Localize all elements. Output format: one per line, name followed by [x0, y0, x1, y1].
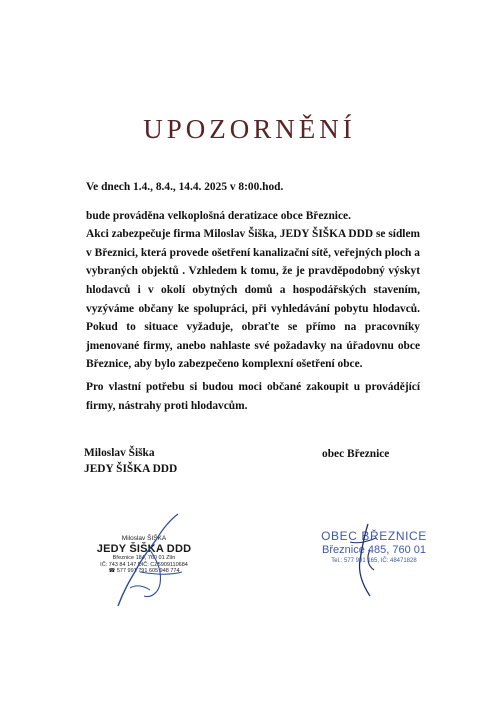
signature-left — [84, 445, 177, 477]
stamp-ids: IČ: 743 84 147 DIČ: CZ5909110684 — [100, 561, 188, 568]
body-line: v Březnici, která provede ošetření kanalizační sítě, veřejných ploch a — [86, 246, 420, 259]
stamp-address: Březnice 184, 760 01 Zlín — [112, 555, 176, 561]
body-line: Pro vlastní potřebu si budou moci občané zakoupit u provádějící — [86, 380, 420, 393]
stamp-phone: ☎ 577 991 791 605 948 774 — [108, 568, 180, 574]
body-line: Březnice, aby bylo zabezpečeno komplexní ošetření obce. — [86, 358, 363, 371]
stamp-name: OBEC BŘEZNICE — [321, 529, 427, 543]
body-line: hlodavců i v okolí obytných domů a hospodářských stavením, — [86, 283, 420, 296]
body-line: Akci zabezpečuje firma Miloslav Šiška, JEDY ŠIŠKA DDD se sídlem — [86, 228, 420, 241]
notice-body — [86, 178, 420, 415]
body-line: bude prováděna velkoplošná deratizace obce Březnice. — [86, 209, 351, 222]
municipal-stamp — [310, 529, 438, 564]
body-line: firmy, nástrahy proti hlodavcům. — [86, 399, 248, 412]
stamp-company: JEDY ŠIŠKA DDD — [96, 543, 192, 555]
body-line: Pokud to situace vyžaduje, obraťte se přímo na pracovníky — [86, 321, 420, 334]
stamp-address: Březnice 485, 760 01 — [322, 544, 426, 556]
signatory-company: JEDY ŠIŠKA DDD — [84, 463, 178, 475]
stamp-contact: Tel.: 577 991 165, IČ: 48471828 — [331, 558, 417, 564]
body-line: vyzýváme občany ke spolupráci, při vyhledávání pobytu hlodavců. — [86, 302, 420, 315]
stamp-name: Miloslav ŠIŠKA — [121, 535, 167, 542]
company-stamp — [96, 535, 192, 575]
signature-right: obec Březnice — [322, 448, 390, 460]
signatory-name: Miloslav Šiška — [84, 447, 155, 459]
body-line: jmenované firmy, anebo nahlaste své požadavky na úřadovnu obce — [86, 339, 420, 352]
page-title: UPOZORNĚNÍ — [143, 114, 356, 144]
date-line: Ve dnech 1.4., 8.4., 14.4. 2025 v 8:00.hod. — [86, 181, 284, 193]
body-line: vybraných objektů . Vzhledem k tomu, že je pravděpodobný výskyt — [86, 265, 420, 278]
